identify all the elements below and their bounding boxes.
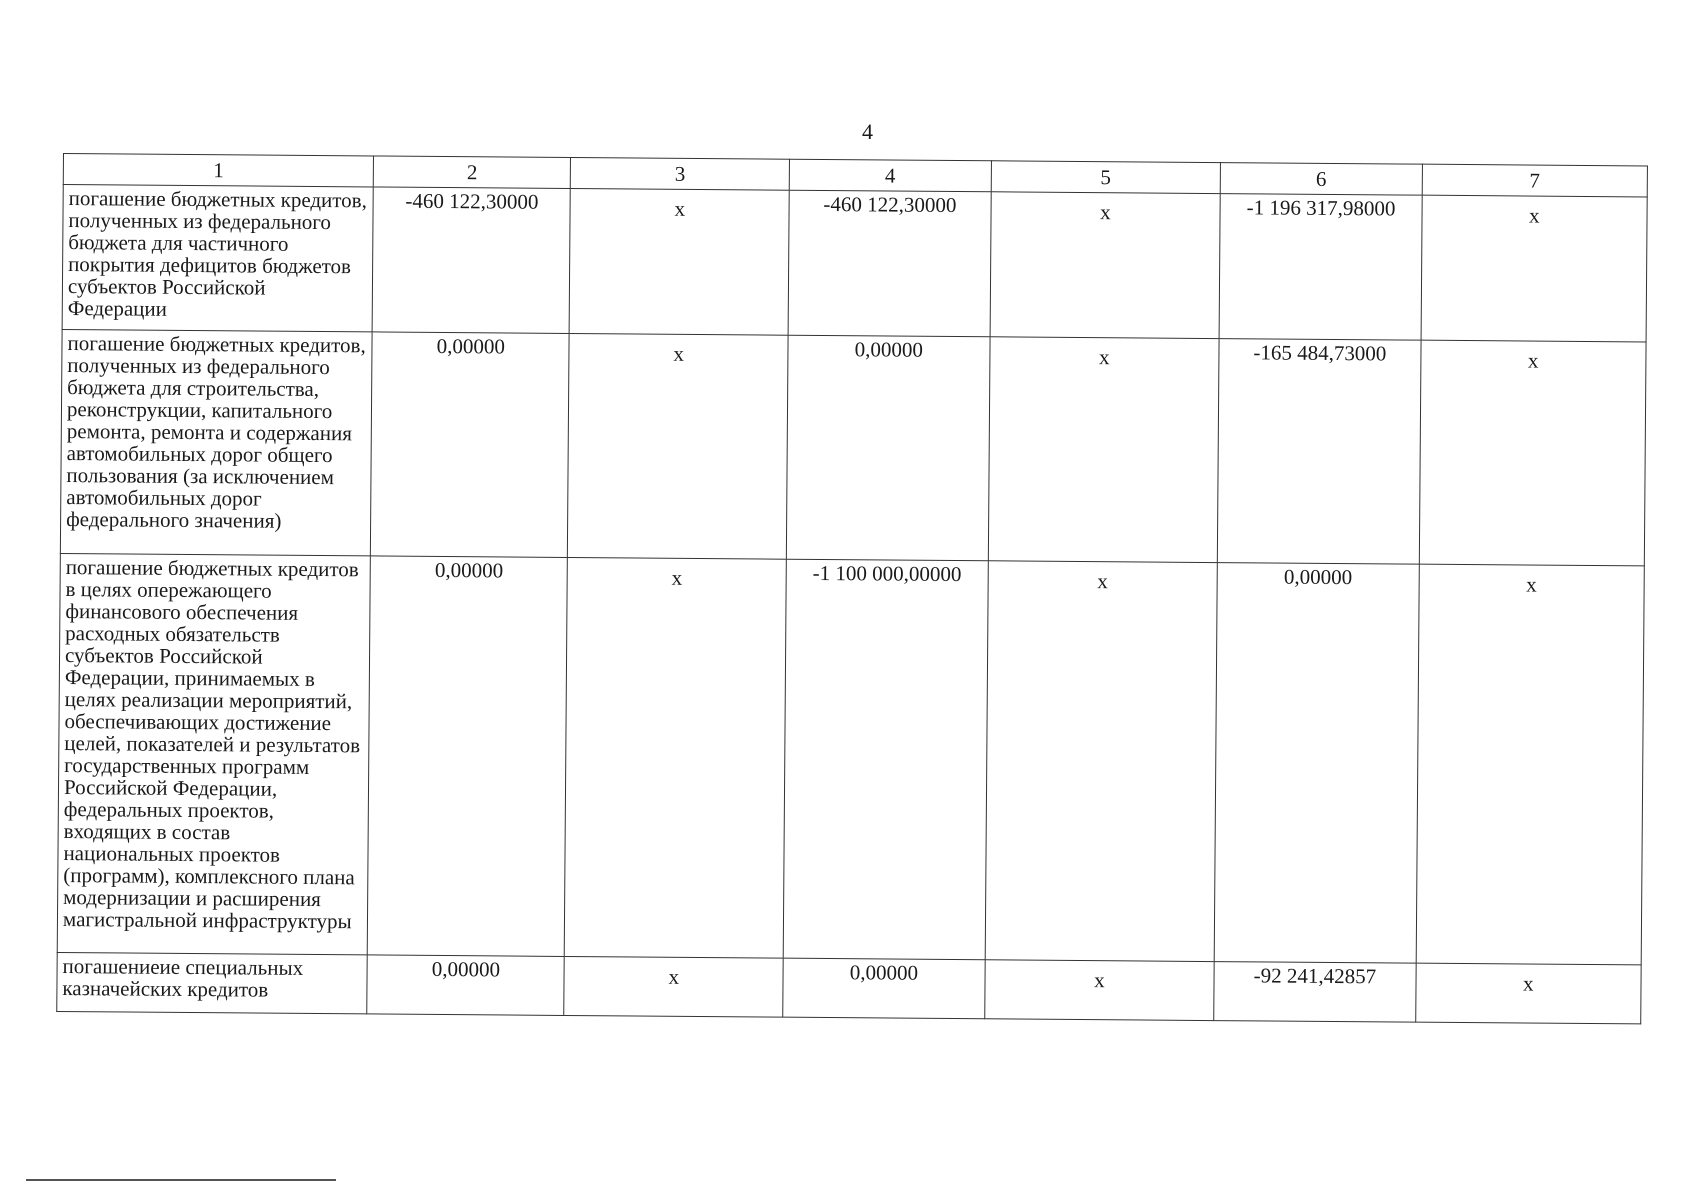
row-value-col-7: x <box>1416 564 1645 965</box>
row-description: погашение бюджетных кредитов, полученных из федерального бюджета для строительства, реконструкции, капитального ремонта, ремонта и содержания автомобильных дорог общего пользования (за исключением автомобильных дорог федерального значения) <box>60 329 372 555</box>
row-value-col-7: x <box>1415 963 1641 1024</box>
row-value-col-2: 0,00000 <box>367 955 565 1016</box>
row-value-col-6: -1 196 317,98000 <box>1219 194 1422 341</box>
row-value-col-2: 0,00000 <box>367 556 567 957</box>
row-description: погашение бюджетных кредитов в целях опережающего финансового обеспечения расходных обязательств субъектов Российской Федерации, принимаемых в целях реализации мероприятий, обеспечивающих достижение целей, показателей и результатов государственных программ Российской Федерации, федеральных проектов, входящих в состав национальных проектов (программ), комплексного плана модернизации и расширения магистральной инфраструктуры <box>57 553 370 954</box>
table-row <box>57 952 1641 1023</box>
row-value-col-6: -92 241,42857 <box>1214 962 1416 1023</box>
header-col-1: 1 <box>63 154 373 187</box>
row-value-col-5: x <box>985 561 1218 962</box>
table-row <box>60 329 1646 565</box>
row-value-col-5: x <box>984 960 1214 1021</box>
row-value-col-3: x <box>564 956 783 1017</box>
header-col-4: 4 <box>789 159 991 192</box>
row-description: погашение бюджетных кредитов, полученных из федерального бюджета для частичного покрытия дефицитов бюджетов субъектов Российской Федерации <box>62 185 373 332</box>
header-col-7: 7 <box>1422 164 1648 197</box>
row-description: погашениеие специальных казначейских кредитов <box>57 952 368 1013</box>
row-value-col-3: x <box>568 333 789 559</box>
row-value-col-7: x <box>1421 195 1648 342</box>
header-col-6: 6 <box>1220 163 1422 196</box>
row-value-col-2: -460 122,30000 <box>372 187 570 334</box>
budget-table <box>56 153 1648 1024</box>
row-value-col-5: x <box>990 192 1221 339</box>
row-value-col-2: 0,00000 <box>371 332 570 558</box>
row-value-col-4: 0,00000 <box>786 335 989 561</box>
table-row <box>57 553 1644 964</box>
header-col-5: 5 <box>991 161 1221 194</box>
row-value-col-3: x <box>565 557 787 958</box>
row-value-col-6: -165 484,73000 <box>1218 339 1421 565</box>
header-col-2: 2 <box>374 156 571 189</box>
table-row <box>62 185 1647 342</box>
footer-rule <box>26 1179 336 1181</box>
row-value-col-4: -460 122,30000 <box>788 190 991 337</box>
row-value-col-7: x <box>1419 340 1646 566</box>
row-value-col-5: x <box>988 337 1219 563</box>
row-value-col-4: 0,00000 <box>783 958 985 1019</box>
row-value-col-3: x <box>569 188 789 335</box>
header-col-3: 3 <box>571 157 790 190</box>
page-number: 4 <box>862 119 873 144</box>
row-value-col-6: 0,00000 <box>1214 563 1419 964</box>
row-value-col-4: -1 100 000,00000 <box>783 559 988 960</box>
